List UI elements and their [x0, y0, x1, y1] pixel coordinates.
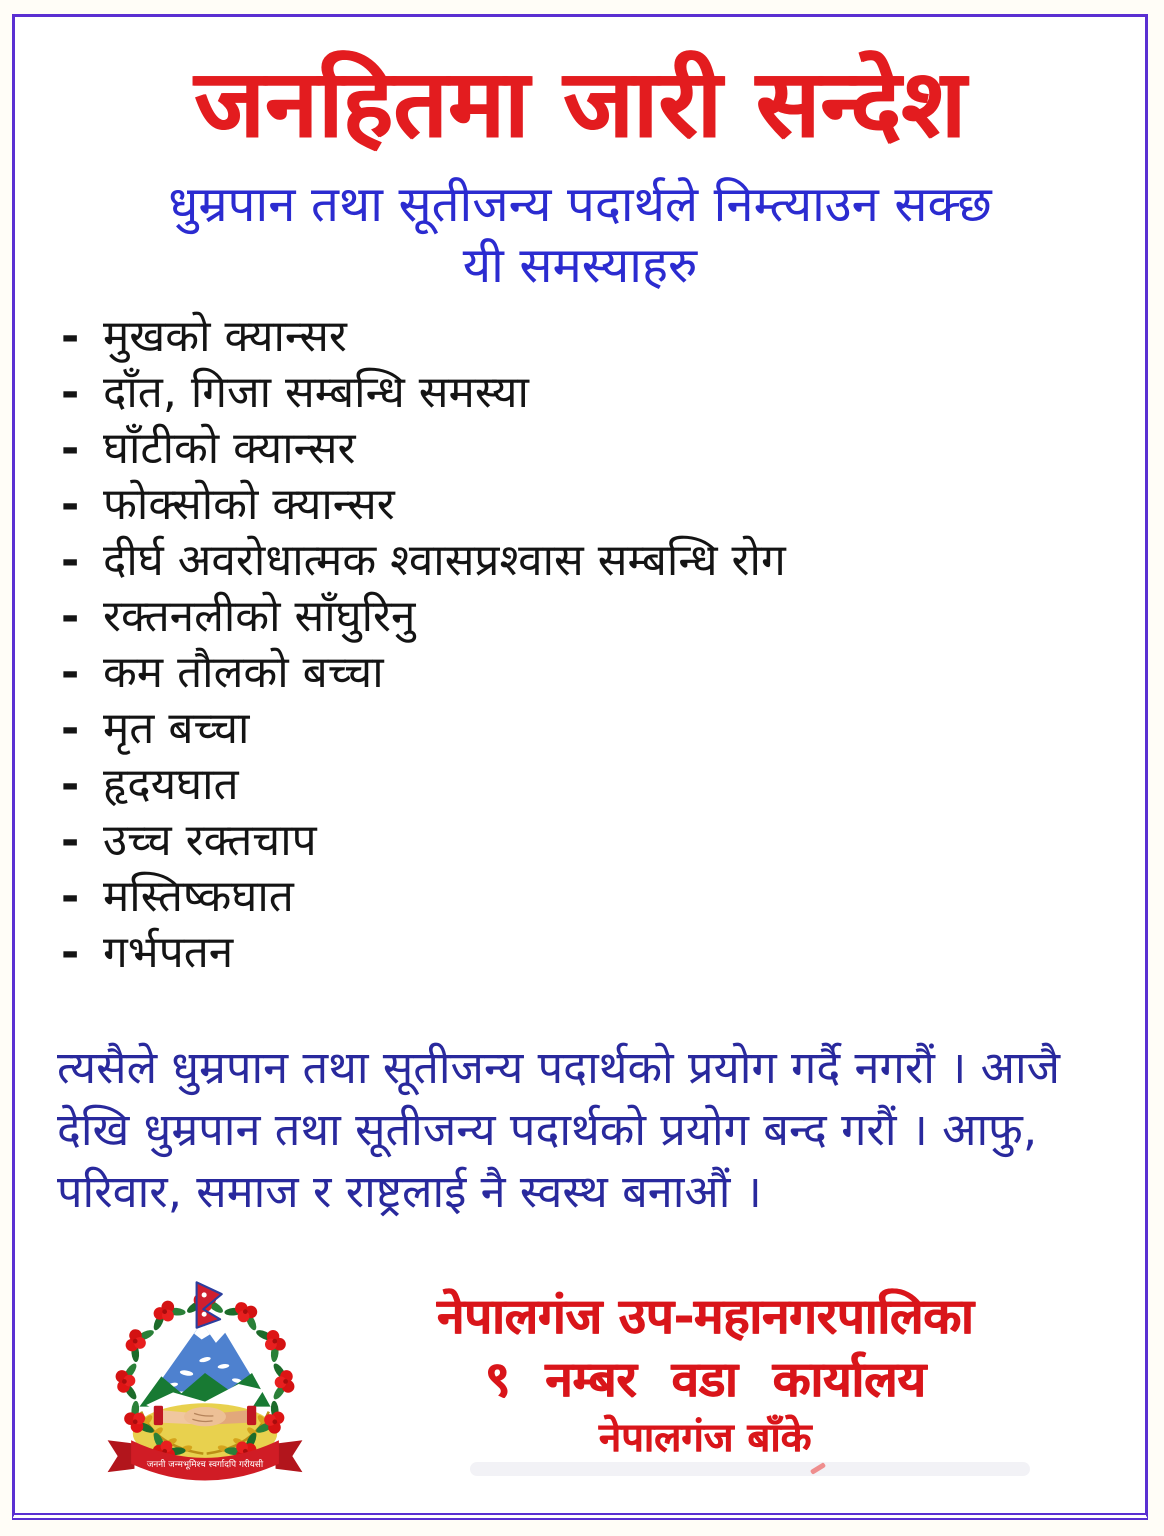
emblem-motto-text: जननी जन्मभूमिश्च स्वर्गादपि गरीयसी [146, 1459, 264, 1470]
problem-text: उच्च रक्तचाप [103, 814, 317, 866]
faded-text-smudge [470, 1462, 1030, 1476]
list-item [61, 813, 1109, 869]
problem-text: फोक्सोको क्यान्सर [103, 478, 395, 530]
problem-text: गर्भपतन [103, 926, 234, 978]
list-dash: - [61, 870, 80, 922]
problem-text: मृत बच्चा [103, 702, 250, 754]
nepal-government-emblem-logo [79, 1279, 331, 1503]
list-dash: - [61, 478, 80, 530]
office-name-line-2: ९ नम्बर वडा कार्यालय [484, 1350, 926, 1408]
list-dash: - [61, 758, 80, 810]
list-dash: - [61, 702, 80, 754]
list-item [61, 869, 1109, 925]
list-item [61, 701, 1109, 757]
list-item [61, 309, 1109, 365]
list-item [61, 645, 1109, 701]
problem-text: घाँटीको क्यान्सर [103, 422, 356, 474]
list-item [61, 477, 1109, 533]
paragraph-line-1: त्यसैले धुम्रपान तथा सूतीजन्य पदार्थको प्रयोग गर्दै नगरौं । आजै [57, 1040, 1060, 1094]
subtitle-line-1: धुम्रपान तथा सूतीजन्य पदार्थले निम्त्याउन सक्छ [168, 176, 992, 234]
problem-text: दीर्घ अवरोधात्मक श्वासप्रश्वास सम्बन्धि रोग [103, 534, 786, 586]
problem-text: दाँत, गिजा सम्बन्धि समस्या [103, 366, 529, 418]
problem-text: रक्तनलीको साँघुरिनु [103, 590, 416, 642]
paragraph-line-2: देखि धुम्रपान तथा सूतीजन्य पदार्थको प्रयोग बन्द गरौं । आफु, [57, 1102, 1038, 1156]
poster-border-frame [12, 14, 1148, 1520]
list-dash: - [61, 534, 80, 586]
list-item [61, 589, 1109, 645]
problem-text: मुखको क्यान्सर [103, 310, 347, 362]
office-name-line-3: नेपालगंज बाँके [598, 1414, 812, 1461]
list-dash: - [61, 366, 80, 418]
issuing-office-block [331, 1279, 1109, 1465]
list-dash: - [61, 646, 80, 698]
poster-title: जनहितमा जारी सन्देश [193, 50, 967, 159]
list-item [61, 533, 1109, 589]
office-name-line-1: नेपालगंज उप-महानगरपालिका [436, 1287, 974, 1345]
list-item [61, 365, 1109, 421]
problem-list [51, 309, 1109, 981]
list-item [61, 421, 1109, 477]
list-dash: - [61, 926, 80, 978]
problem-text: कम तौलको बच्चा [103, 646, 384, 698]
list-dash: - [61, 310, 80, 362]
list-dash: - [61, 590, 80, 642]
problem-text: हृदयघात [103, 758, 239, 810]
list-dash: - [61, 814, 80, 866]
problem-text: मस्तिष्कघात [103, 870, 294, 922]
subtitle-line-2: यी समस्याहरु [462, 237, 698, 295]
list-item [61, 925, 1109, 981]
list-item [61, 757, 1109, 813]
advice-paragraph [51, 1037, 1109, 1223]
red-mark-smudge [810, 1462, 826, 1475]
poster-subtitle [51, 175, 1109, 297]
list-dash: - [61, 422, 80, 474]
paragraph-line-3: परिवार, समाज र राष्ट्रलाई नै स्वस्थ बनाऔं । [57, 1164, 762, 1218]
nepal-emblem-icon [79, 1279, 331, 1499]
